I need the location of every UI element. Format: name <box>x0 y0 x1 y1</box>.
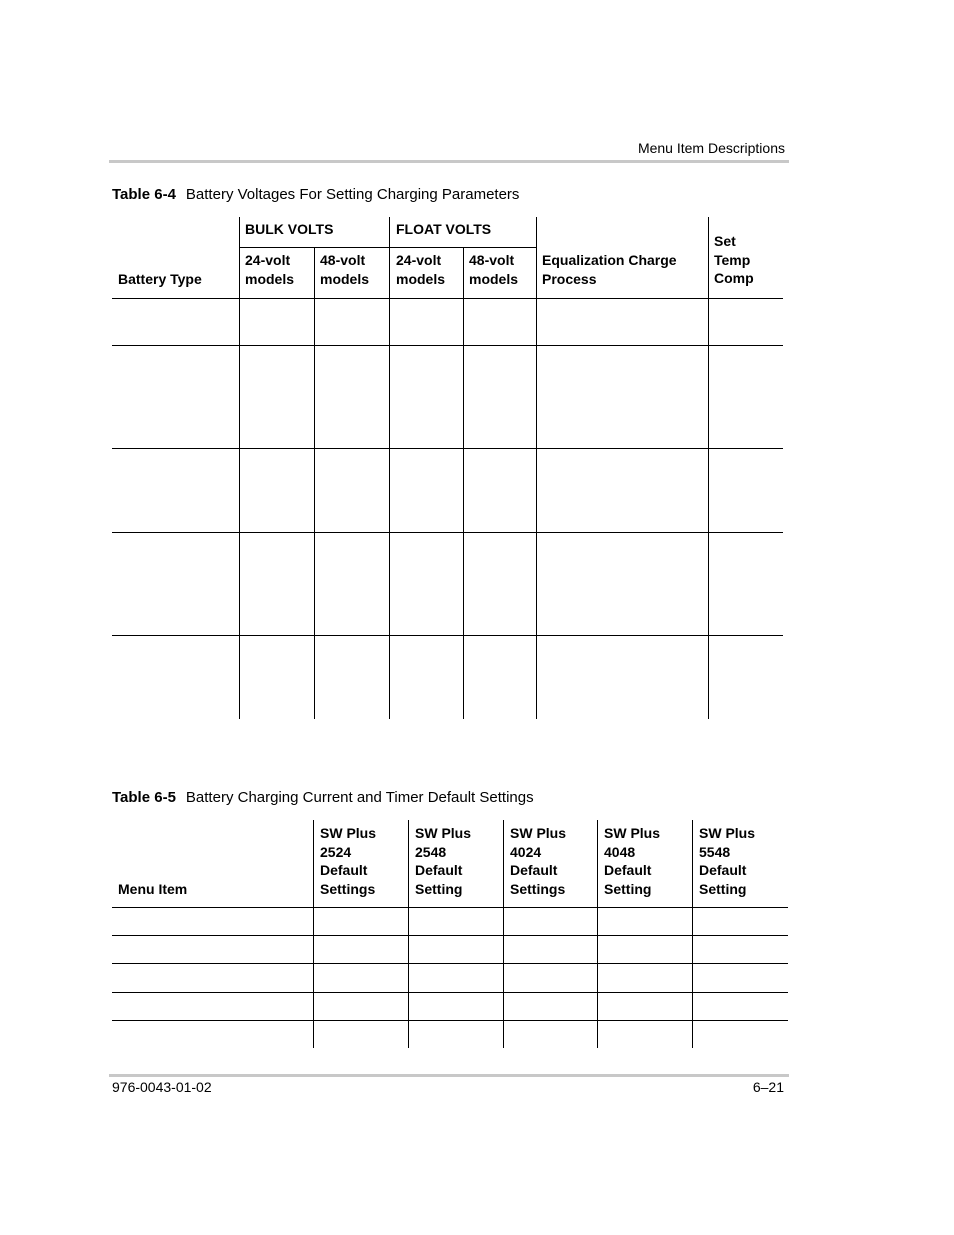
table1-label: Table 6-4 <box>112 186 176 203</box>
table2-label: Table 6-5 <box>112 789 176 806</box>
footer-rule <box>109 1074 789 1077</box>
running-header: Menu Item Descriptions <box>637 140 785 156</box>
bulk-48-volt-header: 48-volt models <box>320 252 370 287</box>
equalization-header: Equalization Charge Process <box>542 252 677 287</box>
sw-plus-4048-header: SW Plus 4048 Default Setting <box>604 825 661 897</box>
page-number: 6–21 <box>752 1079 784 1095</box>
float-volts-header: FLOAT VOLTS <box>396 221 492 237</box>
table2-title: Battery Charging Current and Timer Default Settings <box>185 789 534 806</box>
bulk-volts-header: BULK VOLTS <box>245 221 334 237</box>
sw-plus-5548-header: SW Plus 5548 Default Setting <box>699 825 756 897</box>
bulk-24-volt-header: 24-volt models <box>245 252 295 287</box>
sw-plus-2548-header: SW Plus 2548 Default Setting <box>415 825 472 897</box>
float-24-volt-header: 24-volt models <box>396 252 446 287</box>
sw-plus-2524-header: SW Plus 2524 Default Settings <box>320 825 377 897</box>
table1-title: Battery Voltages For Setting Charging Parameters <box>185 186 520 203</box>
doc-number: 976-0043-01-02 <box>112 1079 212 1095</box>
battery-type-header: Battery Type <box>118 271 202 287</box>
sw-plus-4024-header: SW Plus 4024 Default Settings <box>510 825 567 897</box>
menu-item-header: Menu Item <box>118 881 188 897</box>
float-48-volt-header: 48-volt models <box>469 252 519 287</box>
temp-comp-header: Set Temp Comp <box>714 233 754 286</box>
